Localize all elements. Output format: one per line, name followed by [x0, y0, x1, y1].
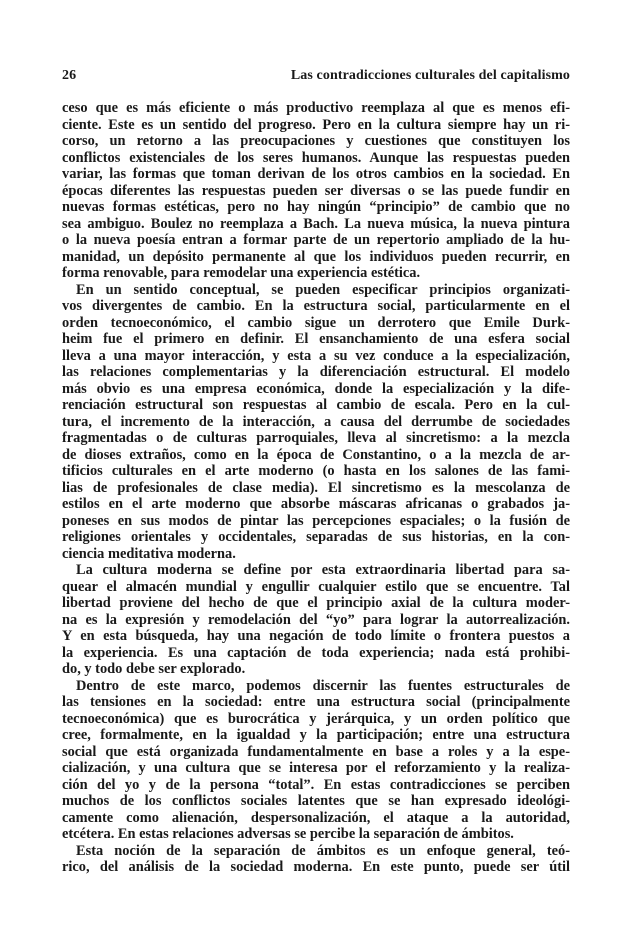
text-line: tura, el incremento de la interacción, a causa del derrumbe de sociedades [62, 413, 570, 430]
text-line: nuevas formas estéticas, pero no hay ningún “principio” de cambio que no [62, 199, 570, 215]
text-line: ciente. Este es un sentido del progreso. Pero en la cultura siempre hay un ri- [62, 116, 570, 133]
text-line: ciencia meditativa moderna. [62, 545, 236, 562]
text-line: ceso que es más eficiente o más productivo reemplaza al que es menos efi- [62, 100, 570, 116]
text-line: heim fue el primero en definir. El ensanchamiento de una esfera social [62, 331, 570, 347]
text-line: las relaciones complementarias y la diferenciación estructural. El modelo [62, 364, 570, 380]
text-line: épocas diferentes las respuestas pueden ser diversas o se las puede fundir en [62, 182, 570, 199]
text-line: o la nueva poesía entran a formar parte de un repertorio ampliado de la hu- [62, 232, 570, 248]
text-line: estilos en el arte moderno que absorbe máscaras africanas o grabados ja- [62, 496, 570, 512]
text-line: orden tecnoeconómico, el cambio sigue un derrotero que Emile Durk- [62, 314, 570, 331]
text-line: poneses en sus modos de pintar las percepciones espaciales; o la fusión de [62, 512, 570, 529]
text-line: lleva a una mayor interacción, y esta a su vez conduce a la especialización, [62, 347, 570, 364]
text-line: En un sentido conceptual, se pueden especificar principios organizati- [76, 281, 570, 298]
text-line: tificios culturales en el arte moderno (o hasta en los salones de las fami- [62, 463, 570, 479]
text-line: cree, formalmente, en la igualdad y la participación; entre una estructura [62, 727, 570, 743]
text-line: conflictos existenciales de los seres humanos. Aunque las respuestas pueden [62, 149, 570, 166]
text-line: forma renovable, para remodelar una experiencia estética. [62, 265, 421, 281]
text-line: fragmentadas o de culturas parroquiales, lleva al sincretismo: a la mezcla [62, 430, 570, 446]
text-line: quear el almacén mundial y engullir cualquier estilo que se encuentre. Tal [62, 578, 570, 595]
text-line: variar, las formas que toman derivan de los otros cambios en la sociedad. En [62, 166, 570, 182]
text-line: camente como alienación, despersonalización, el ataque a la autoridad, [62, 809, 570, 826]
text-line: La cultura moderna se define por esta extraordinaria libertad para sa- [76, 562, 570, 578]
text-line: lias de profesionales de clase media). El sincretismo es la mescolanza de [62, 479, 570, 496]
text-line: na es la expresión y remodelación del “yo” para lograr la autorrealización. [62, 611, 570, 628]
text-line: ción del yo y de la persona “total”. En estas contradicciones se perciben [62, 776, 570, 793]
text-line: las tensiones en la sociedad: entre una estructura social (principalmente [62, 694, 570, 710]
text-line: de dioses extraños, como en la época de Constantino, o a la mezcla de ar- [62, 446, 570, 463]
text-line: muchos de los conflictos sociales latentes que se han expresado ideológi- [62, 793, 570, 809]
text-line: Dentro de este marco, podemos discernir las fuentes estructurales de [76, 677, 570, 694]
text-line: libertad proviene del hecho de que el principio axial de la cultura moder- [62, 595, 570, 611]
text-line: vos divergentes de cambio. En la estructura social, particularmente en el [62, 298, 570, 314]
text-line: Y en esta búsqueda, hay una negación de todo límite o frontera puestos a [62, 628, 570, 644]
text-line: más obvio es una empresa económica, donde la especialización y la dife- [62, 380, 570, 397]
page-number: 26 [62, 68, 77, 83]
text-line: corso, un retorno a las preocupaciones y cuestiones que constituyen los [62, 133, 570, 149]
text-line: do, y todo debe ser explorado. [62, 661, 246, 677]
running-head: Las contradicciones culturales del capitalismo [290, 68, 570, 83]
body-text [62, 100, 570, 876]
text-line: la experiencia. Es una captación de toda experiencia; nada está prohibi- [62, 644, 570, 661]
text-line: sea ambiguo. Boulez no reemplaza a Bach. La nueva música, la nueva pintura [62, 215, 570, 232]
text-line: social que está organizada fundamentalmente en base a roles y a la espe- [62, 743, 570, 760]
text-line: tecnoeconómica) que es burocrática y jerárquica, y un orden político que [62, 710, 570, 727]
text-line: rico, del análisis de la sociedad moderna. En este punto, puede ser útil [62, 859, 570, 875]
text-line: cialización, y una cultura que se interesa por el reforzamiento y la realiza- [62, 760, 570, 776]
text-line: manidad, un depósito permanente al que los individuos pueden recurrir, en [62, 248, 570, 265]
text-line: etcétera. En estas relaciones adversas se percibe la separación de ámbitos. [62, 826, 514, 842]
text-line: religiones orientales y occidentales, separadas de sus historias, en la con- [62, 529, 570, 545]
page-header [62, 68, 570, 88]
text-line: renciación estructural son respuestas al cambio de escala. Pero en la cul- [62, 397, 570, 413]
text-line: Esta noción de la separación de ámbitos es un enfoque general, teó- [76, 842, 570, 859]
